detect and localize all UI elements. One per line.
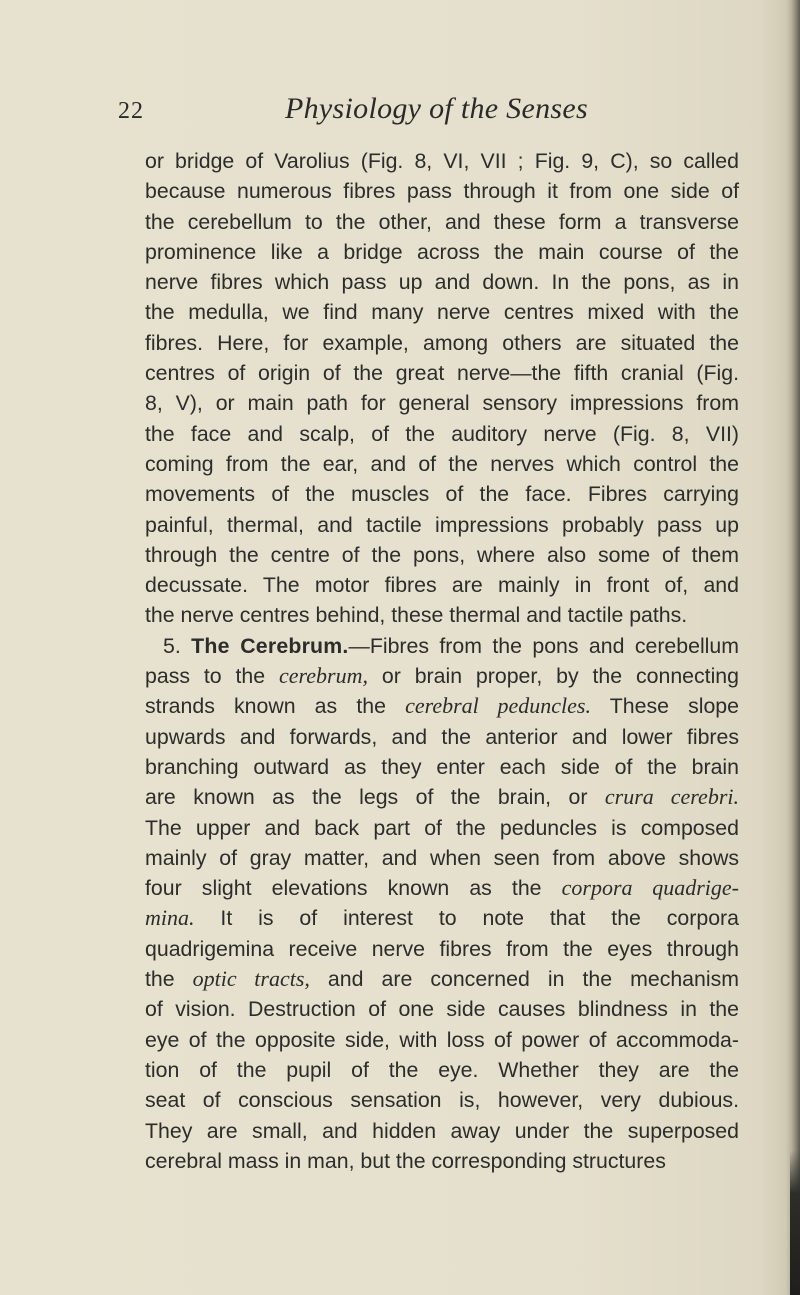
text-run: are known as the legs of the brain, or [145,785,605,810]
text-run: These slope [590,694,739,719]
running-title: Physiology of the Senses [285,92,588,125]
text-line: through the centre of the pons, where also some of them [145,542,739,567]
italic-term: crura cerebri. [604,784,739,810]
section-heading-line [145,631,739,661]
section-number: 5. [163,633,181,658]
text-line [145,903,739,933]
italic-term: optic tracts, [192,966,310,992]
text-line: movements of the muscles of the face. Fibres carrying [145,482,739,507]
text-line: the medulla, we find many nerve centres mixed with the [145,300,739,325]
text-line: decussate. The motor fibres are mainly in front of, and [145,573,739,598]
text-run: It is of interest to note that the corpora [194,906,739,931]
page-edge-dark [790,1150,800,1295]
text-line [145,691,739,721]
text-line [145,661,739,691]
text-run: or brain proper, by the connecting [368,664,739,689]
text-line [145,782,739,812]
text-line: the face and scalp, of the auditory nerve (Fig. 8, VII) [145,421,739,446]
text-line: They are small, and hidden away under the superposed [145,1118,739,1143]
text-run: and are concerned in the mechanism [309,967,739,992]
body-text [145,146,739,1176]
text-line [145,964,739,994]
text-line [145,873,739,903]
text-run: strands known as the [145,694,406,719]
text-line: cerebral mass in man, but the corresponding structures [145,1148,666,1173]
italic-term: cerebrum, [279,663,368,689]
text-run: pass to the [145,664,279,689]
text-line: the cerebellum to the other, and these form a transverse [145,209,739,234]
text-line: centres of origin of the great nerve—the fifth cranial (Fig. [145,361,739,386]
text-line: fibres. Here, for example, among others are situated the [145,330,739,355]
text-line: coming from the ear, and of the nerves which control the [145,451,739,476]
text-line: seat of conscious sensation is, however, very dubious. [145,1088,739,1113]
text-line: eye of the opposite side, with loss of power of accommoda- [145,1027,739,1052]
italic-term: corpora quadrige- [561,875,739,901]
text-line: tion of the pupil of the eye. Whether they are the [145,1057,739,1082]
text-run: four slight elevations known as the [145,876,562,901]
text-line: the nerve centres behind, these thermal and tactile paths. [145,603,688,628]
text-line: branching outward as they enter each side of the brain [145,754,739,779]
text-line: or bridge of Varolius (Fig. 8, VI, VII ; Fig. 9, C), so called [145,149,739,173]
text-line: painful, thermal, and tactile impressions probably pass up [145,512,739,537]
text-line: of vision. Destruction of one side causes blindness in the [145,997,739,1022]
page-header [0,92,800,136]
text-line: because numerous fibres pass through it from one side of [145,179,739,204]
text-line: nerve fibres which pass up and down. In the pons, as in [145,270,739,295]
page-edge-shadow [786,0,800,1295]
italic-term: cerebral peduncles. [405,693,591,719]
text-line: prominence like a bridge across the main course of the [145,239,739,264]
text-line: quadrigemina receive nerve fibres from the eyes through [145,936,739,961]
section-heading: The Cerebrum. [191,633,349,658]
page-number: 22 [118,98,144,124]
text-line: mainly of gray matter, and when seen from above shows [145,845,739,870]
text-line: 8, V), or main path for general sensory impressions from [145,391,739,416]
text-line: The upper and back part of the peduncles is composed [145,815,739,840]
section-line-text: —Fibres from the pons and cerebellum [348,633,739,658]
italic-term: mina. [145,905,195,931]
text-run: the [145,967,193,992]
text-line: upwards and forwards, and the anterior and lower fibres [145,724,739,749]
